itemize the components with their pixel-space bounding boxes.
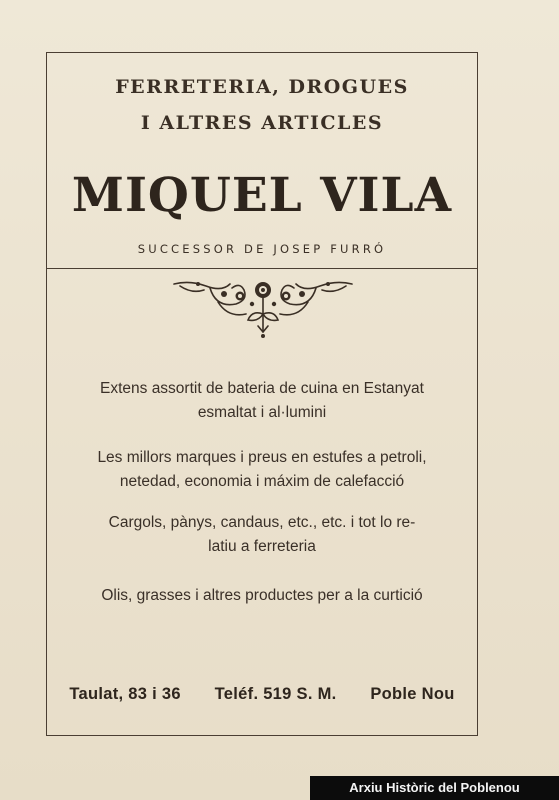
- floral-ornament-icon: [170, 274, 356, 340]
- contact-footer: [46, 685, 478, 704]
- paragraph-line: Cargols, pànys, candaus, etc., etc. i tot lo re-: [108, 514, 416, 531]
- address-text: Taulat, 83 i 36: [69, 685, 181, 703]
- paragraph-line: Olis, grasses i altres productes per a la curtició: [101, 587, 423, 604]
- paragraph-cookware: [46, 377, 478, 425]
- paragraph-hardware: [46, 511, 478, 559]
- header-divider: [46, 268, 478, 269]
- paragraph-line: netedad, economia i máxim de calefacció: [119, 473, 405, 490]
- header-line-1: FERRETERIA, DROGUES: [115, 76, 409, 98]
- paragraph-line: Les millors marques i preus en estufes a petroli,: [97, 449, 427, 466]
- successor-line: SUCCESSOR DE JOSEP FURRÓ: [137, 242, 387, 256]
- header-line-2: I ALTRES ARTICLES: [140, 112, 384, 134]
- phone-text: Teléf. 519 S. M.: [214, 685, 337, 703]
- business-name: MIQUEL VILA: [71, 168, 453, 223]
- paragraph-line: esmaltat i al·lumini: [197, 404, 327, 421]
- locality-text: Poble Nou: [370, 685, 455, 703]
- paragraph-oils: [46, 584, 478, 608]
- paragraph-line: Extens assortit de bateria de cuina en Estanyat: [100, 380, 424, 397]
- archive-credit-badge: Arxiu Històric del Poblenou: [310, 776, 559, 800]
- paragraph-line: latiu a ferreteria: [208, 538, 316, 555]
- paragraph-stoves: [46, 446, 478, 494]
